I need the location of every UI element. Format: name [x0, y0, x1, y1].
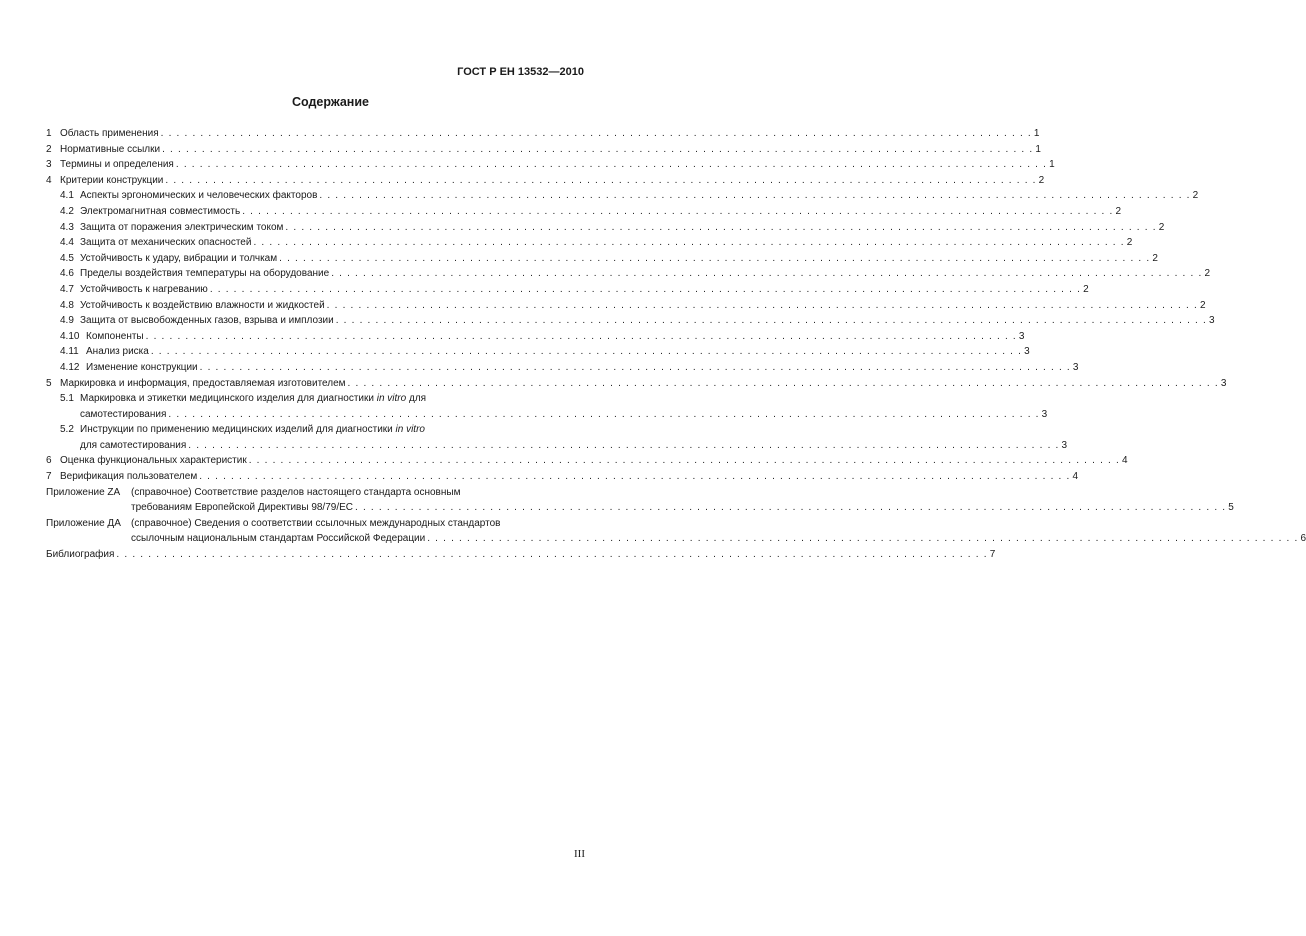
toc-entry[interactable]: 1 Область применения . . . 1 — [46, 126, 584, 142]
toc-entry[interactable]: 4.2 Электромагнитная совместимость . . . 2 — [46, 204, 584, 220]
toc-entry[interactable]: 5.2 Инструкции по применению медицинских изделий для диагностики in vitro для самотестирования . . . 3 — [46, 422, 584, 453]
toc-entry[interactable]: 6 Оценка функциональных характеристик . . . 4 — [46, 453, 584, 469]
toc-entry[interactable]: 4.12 Изменение конструкции . . . 3 — [46, 360, 584, 376]
toc-entry[interactable]: 7 Верификация пользователем . . . 4 — [46, 469, 584, 485]
toc-annex-entry[interactable]: Приложение ZA (справочное) Соответствие разделов настоящего стандарта основным требованиям Европейской Директивы 98/79/ЕС . . . 5 — [46, 485, 584, 516]
toc-entry[interactable]: 4.5 Устойчивость к удару, вибрации и толчкам . . . 2 — [46, 251, 584, 267]
page-title: Содержание — [291, 95, 369, 109]
standard-designation: ГОСТ Р ЕН 13532—2010 — [457, 66, 584, 78]
toc-entry[interactable]: 4.7 Устойчивость к нагреванию . . . 2 — [46, 282, 584, 298]
toc-entry[interactable]: 4 Критерии конструкции . . . 2 — [46, 173, 584, 189]
toc-entry[interactable]: 4.3 Защита от поражения электрическим током . . . 2 — [46, 220, 584, 236]
toc-entry[interactable]: 2 Нормативные ссылки . . . 1 — [46, 142, 584, 158]
toc-entry[interactable]: 4.1 Аспекты эргономических и человеческих факторов . . . 2 — [46, 188, 584, 204]
table-of-contents — [46, 126, 1306, 563]
toc-entry-bibliography[interactable]: Библиография . . . 7 — [46, 547, 584, 563]
toc-entry[interactable]: 5.1 Маркировка и этикетки медицинского изделия для диагностики in vitro для самотестирования . . . 3 — [46, 391, 584, 422]
toc-annex-entry[interactable]: Приложение ДА (справочное) Сведения о соответствии ссылочных международных стандартов ссылочным национальным стандартам Российской Федерации . . . 6 — [46, 516, 584, 547]
toc-entry[interactable]: 4.10 Компоненты . . . 3 — [46, 329, 584, 345]
toc-entry[interactable]: 4.11 Анализ риска . . . 3 — [46, 344, 584, 360]
toc-entry[interactable]: 4.4 Защита от механических опасностей . . . 2 — [46, 235, 584, 251]
toc-entry[interactable]: 4.9 Защита от высвобожденных газов, взрыва и имплозии . . . 3 — [46, 313, 584, 329]
toc-entry[interactable]: 3 Термины и определения . . . 1 — [46, 157, 584, 173]
page-number: III — [574, 848, 585, 860]
toc-entry[interactable]: 4.6 Пределы воздействия температуры на оборудование . . . 2 — [46, 266, 584, 282]
toc-entry[interactable]: 5 Маркировка и информация, предоставляемая изготовителем . . . 3 — [46, 376, 584, 392]
toc-entry[interactable]: 4.8 Устойчивость к воздействию влажности и жидкостей . . . 2 — [46, 298, 584, 314]
